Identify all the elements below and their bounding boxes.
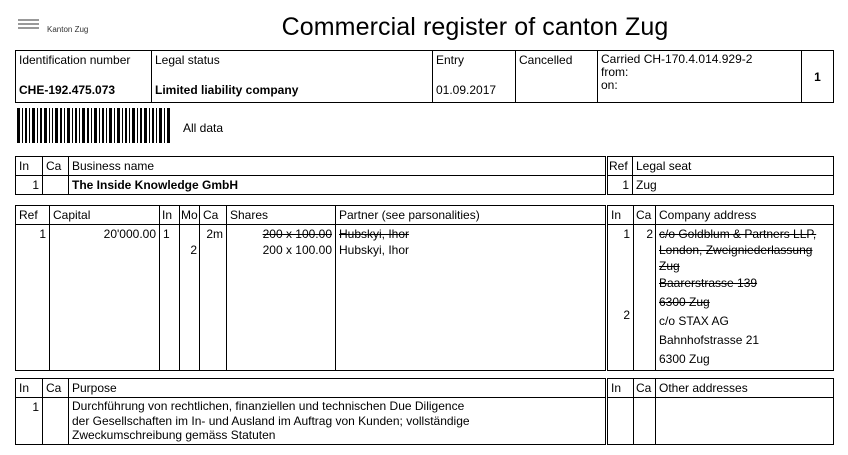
address-col-in: In [607,206,634,225]
capital-col-in: In [160,206,180,225]
id-cell [16,51,152,103]
address-col-ca: Ca [634,206,656,225]
business-row-ca [43,176,69,195]
capital-row-in [160,225,180,371]
capital-in-value: 1 [163,227,170,241]
id-label: Identification number [19,53,131,67]
page-title: Commercial register of canton Zug [281,13,669,41]
business-row-in: 1 [16,176,43,195]
address-new-line-3: 6300 Zug [659,352,710,366]
other-col-in: In [607,379,634,398]
capital-col-mo: Mo [180,206,200,225]
address-col-address: Company address [656,206,834,225]
entry-label: Entry [436,53,465,67]
legal-status-value: Limited liability company [155,83,299,97]
other-row-ca [634,398,656,445]
address-ca-1: 2 [646,227,653,241]
business-col-ca: Ca [43,157,69,176]
partner-old: Hubskyi, Ihor [339,227,410,241]
address-in-2: 2 [623,308,630,322]
address-old-line-5: 6300 Zug [659,295,710,309]
summary-table [15,50,834,103]
address-old-line-3: Zug [659,259,680,273]
purpose-row-text [69,398,607,445]
legal-status-cell [152,51,433,103]
purpose-line-3: Zweckumschreibung gemäss Statuten [72,428,276,442]
page-number-value: 1 [814,69,821,84]
business-row-ref: 1 [607,176,633,195]
carried-from-label: from: [601,65,629,79]
all-data-label: All data [183,121,224,135]
purpose-col-purpose: Purpose [69,379,607,398]
business-col-seat: Legal seat [633,157,834,176]
other-row-in [607,398,634,445]
shares-new: 200 x 100.00 [262,243,332,257]
business-col-in: In [16,157,43,176]
canton-logo-icon [18,19,39,31]
capital-mo-value: 2 [190,243,197,257]
address-row-ca [634,225,656,371]
capital-row-capital [50,225,160,371]
cancelled-label: Cancelled [519,53,573,67]
carried-value: CH-170.4.014.929-2 [643,52,753,66]
shares-old: 200 x 100.00 [262,227,332,241]
business-table [15,156,834,195]
purpose-line-1: Durchführung von rechtlichen, finanziellen und technischen Due Diligence [72,399,465,413]
business-row-name: The Inside Knowledge GmbH [69,176,607,195]
capital-amount-value: 20'000.00 [103,227,156,241]
legal-status-label: Legal status [155,53,220,67]
capital-row-ca [200,225,227,371]
capital-ref-value: 1 [39,227,46,241]
business-col-ref: Ref [607,157,633,176]
carried-on-label: on: [601,78,618,92]
capital-col-partner: Partner (see parsonalities) [336,206,607,225]
business-row-seat: Zug [633,176,834,195]
address-new-line-2: Bahnhofstrasse 21 [659,333,760,347]
barcode-image [17,108,171,143]
capital-col-capital: Capital [50,206,160,225]
cancelled-cell [516,51,598,103]
address-new-line-1: c/o STAX AG [659,314,729,328]
address-old-line-4: Baarerstrasse 139 [659,276,758,290]
capital-row-shares [227,225,336,371]
other-col-ca: Ca [634,379,656,398]
capital-row-mo [180,225,200,371]
capital-col-shares: Shares [227,206,336,225]
partner-new: Hubskyi, Ihor [339,243,410,257]
purpose-col-in: In [16,379,43,398]
purpose-line-2: der Gesellschaften im In- und Ausland im Auftrag von Kunden; vollständige [72,413,470,428]
address-old-line-1: c/o Goldblum & Partners LLP, [659,227,817,241]
capital-row-ref [16,225,50,371]
capital-col-ca: Ca [200,206,227,225]
business-col-name: Business name [69,157,607,176]
entry-cell [433,51,516,103]
capital-col-ref: Ref [16,206,50,225]
id-value: CHE-192.475.073 [19,83,116,97]
purpose-col-ca: Ca [43,379,69,398]
address-row-address [656,225,834,371]
address-row-in [607,225,634,371]
address-old-line-2: London, Zweigniederlassung [659,243,813,257]
purpose-table [15,378,834,445]
other-row-addresses [656,398,834,445]
capital-row-partner [336,225,607,371]
purpose-row-ca [43,398,69,445]
capital-table [15,205,834,371]
capital-ca-value: 2m [206,227,223,241]
carried-cell [598,51,802,103]
entry-value: 01.09.2017 [436,83,497,97]
canton-label: Kanton Zug [47,25,89,34]
other-col-addresses: Other addresses [656,379,834,398]
address-in-1: 1 [623,227,630,241]
purpose-row-in: 1 [16,398,43,445]
carried-label: Carried [601,52,641,66]
page-number [802,51,834,103]
